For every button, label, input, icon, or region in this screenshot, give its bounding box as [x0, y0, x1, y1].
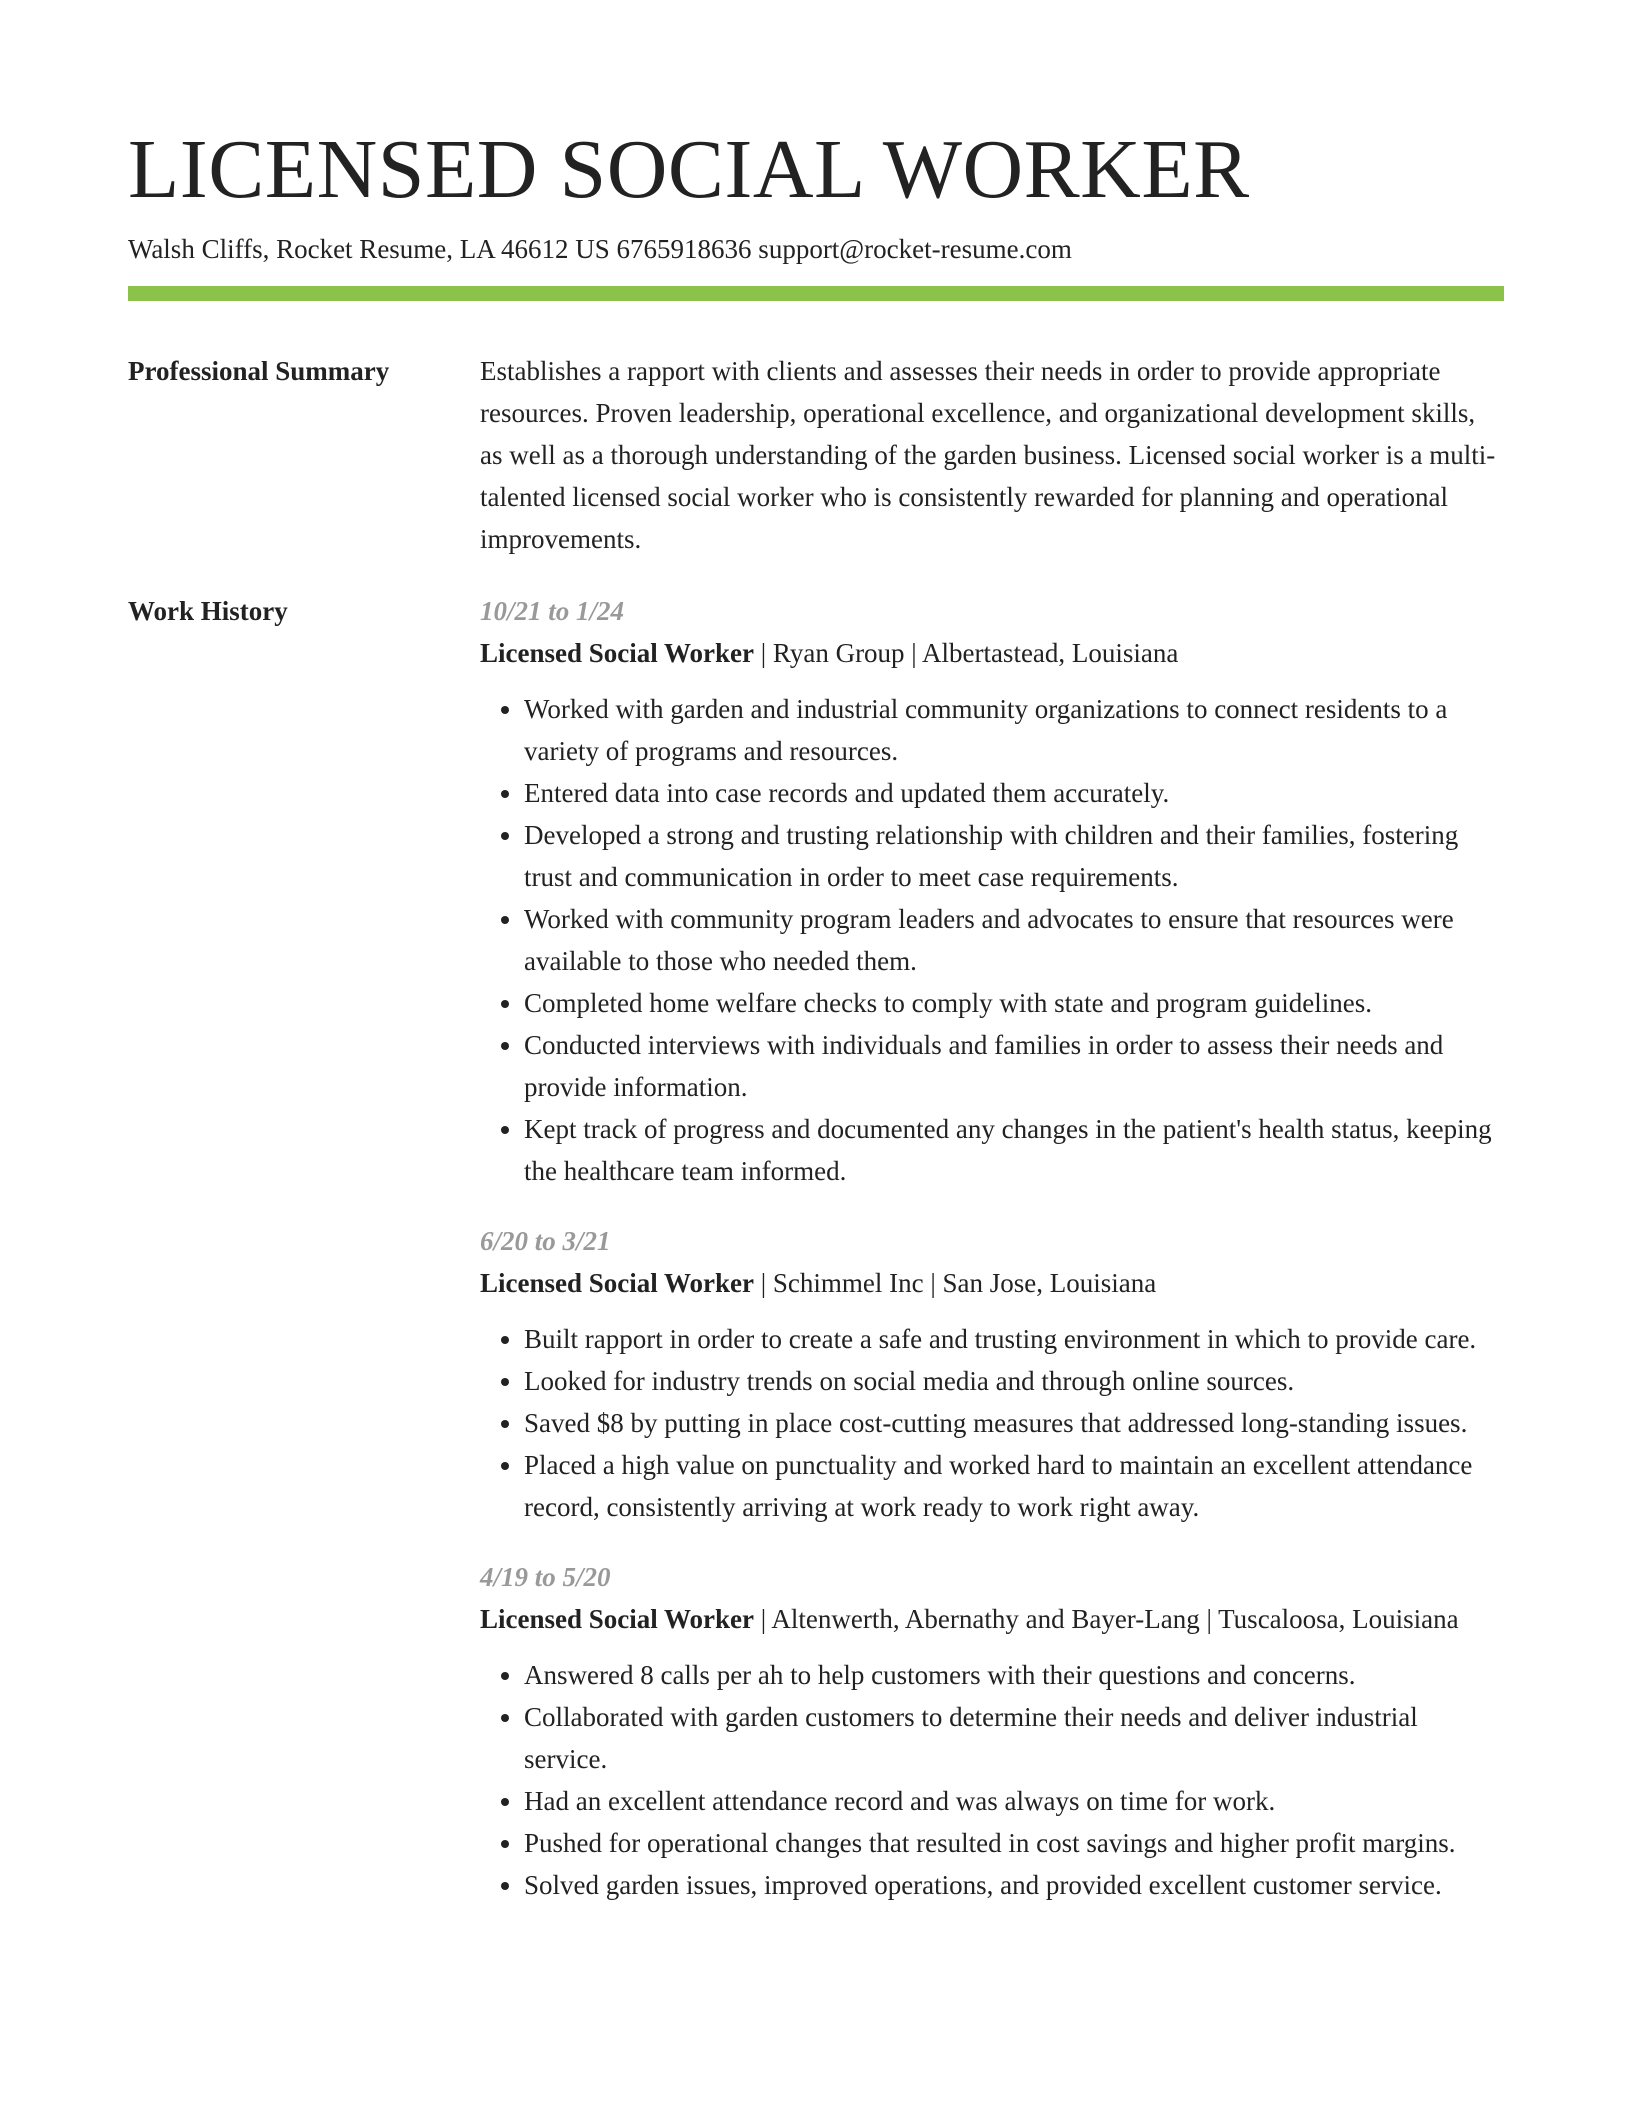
job-bullet-list — [480, 1318, 1504, 1528]
job-title: Licensed Social Worker — [480, 1268, 754, 1298]
job-dates: 4/19 to 5/20 — [480, 1562, 611, 1592]
job-entry — [480, 1556, 1504, 1906]
summary-text: Establishes a rapport with clients and assesses their needs in order to provide appropriate resources. Proven leadership, operational excellence, and organizational development skills, as well as a thorough understanding of the garden business. Licensed social worker is a multi-talented licensed social worker who is consistently rewarded for planning and operational improvements. — [480, 356, 1496, 554]
job-bullet-list — [480, 1654, 1504, 1906]
job-dates: 6/20 to 3/21 — [480, 1226, 611, 1256]
header-accent-rule — [128, 286, 1504, 301]
job-bullet: • Saved $8 by putting in place cost-cutting measures that addressed long-standing issues. — [524, 1402, 1504, 1444]
job-bullet: • Developed a strong and trusting relationship with children and their families, fostering trust and communication in order to meet case requirements. — [524, 814, 1504, 898]
section-label-work-history: Work History — [128, 596, 288, 626]
job-bullet: • Collaborated with garden customers to determine their needs and deliver industrial service. — [524, 1696, 1504, 1780]
job-bullet: • Looked for industry trends on social media and through online sources. — [524, 1360, 1504, 1402]
job-company-location: | Schimmel Inc | San Jose, Louisiana — [754, 1268, 1157, 1298]
resume-name: LICENSED SOCIAL WORKER — [128, 123, 1250, 216]
job-company-location: | Altenwerth, Abernathy and Bayer-Lang | Tuscaloosa, Louisiana — [754, 1604, 1459, 1634]
job-company-location: | Ryan Group | Albertastead, Louisiana — [754, 638, 1179, 668]
work-history-section — [128, 590, 1504, 1934]
job-heading — [480, 1598, 1504, 1640]
job-bullet: • Conducted interviews with individuals and families in order to assess their needs and provide information. — [524, 1024, 1504, 1108]
job-title: Licensed Social Worker — [480, 1604, 754, 1634]
job-bullet: • Solved garden issues, improved operations, and provided excellent customer service. — [524, 1864, 1504, 1906]
resume-content — [128, 350, 1504, 1934]
job-bullet-list — [480, 688, 1504, 1192]
job-heading — [480, 632, 1504, 674]
contact-line: Walsh Cliffs, Rocket Resume, LA 46612 US 6765918636 support@rocket-resume.com — [128, 234, 1072, 264]
job-bullet: • Entered data into case records and updated them accurately. — [524, 772, 1504, 814]
job-entry — [480, 1220, 1504, 1528]
work-history-body — [480, 590, 1504, 1934]
summary-body — [480, 350, 1504, 590]
job-bullet: • Had an excellent attendance record and was always on time for work. — [524, 1780, 1504, 1822]
job-bullet: • Worked with garden and industrial community organizations to connect residents to a variety of programs and resources. — [524, 688, 1504, 772]
job-bullet: • Answered 8 calls per ah to help customers with their questions and concerns. — [524, 1654, 1504, 1696]
job-heading — [480, 1262, 1504, 1304]
summary-section — [128, 350, 1504, 590]
job-title: Licensed Social Worker — [480, 638, 754, 668]
job-bullet: • Kept track of progress and documented any changes in the patient's health status, keeping the healthcare team informed. — [524, 1108, 1504, 1192]
job-bullet: • Built rapport in order to create a safe and trusting environment in which to provide care. — [524, 1318, 1504, 1360]
section-label-summary: Professional Summary — [128, 356, 390, 386]
job-bullet: • Worked with community program leaders and advocates to ensure that resources were available to those who needed them. — [524, 898, 1504, 982]
job-bullet: • Pushed for operational changes that resulted in cost savings and higher profit margins. — [524, 1822, 1504, 1864]
job-bullet: • Placed a high value on punctuality and worked hard to maintain an excellent attendance record, consistently arriving at work ready to work right away. — [524, 1444, 1504, 1528]
job-entry — [480, 590, 1504, 1192]
job-bullet: • Completed home welfare checks to comply with state and program guidelines. — [524, 982, 1504, 1024]
job-dates: 10/21 to 1/24 — [480, 596, 625, 626]
